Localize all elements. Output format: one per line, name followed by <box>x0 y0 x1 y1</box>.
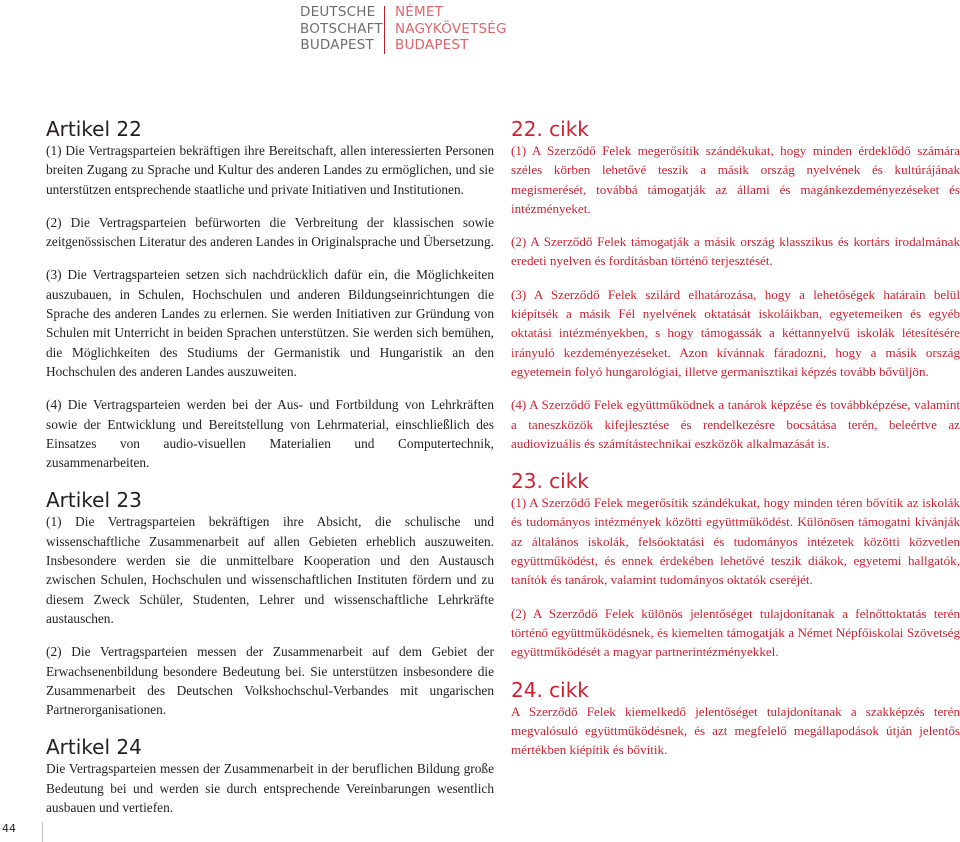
article-22-paragraph-4-hu: (4) A Szerződő Felek együttműködnek a tanárok képzése és továbbképzése, valamint a taneszközök kifejlesztése és rendelkezésre bocsátása terén, beleértve az audiovizuális és számítástechnikai eszközök alkalmazását is. <box>511 397 960 451</box>
article-22-paragraph-4-de: (4) Die Vertragsparteien werden bei der Aus- und Fortbildung von Lehrkräften sowie der Entwicklung und Bereitstellung von Lehrmaterial, einschließlich des Einsatzes von audio-visuellen Materialien und Computertechnik, zusammenarbeiten. <box>46 397 494 471</box>
article-22-paragraph-1-de: (1) Die Vertragsparteien bekräftigen ihre Bereitschaft, allen interessierten Personen breiten Zugang zu Sprache und Kultur des anderen Landes zu ermöglichen, und sie unterstützen entsprechende staatliche und private Initiativen und Institutionen. <box>46 143 494 197</box>
header-de-line: DEUTSCHE <box>300 4 376 20</box>
header-hu-line: NAGYKÖVETSÉG <box>395 20 507 37</box>
embassy-name-german <box>300 4 383 54</box>
hungarian-column <box>511 118 960 759</box>
article-22-paragraph-2-de: (2) Die Vertragsparteien befürworten die Verbreitung der klassischen sowie zeitgenössischen Literatur des anderen Landes in Originalsprache und Übersetzung. <box>46 214 494 250</box>
article-24-heading-de: Artikel 24 <box>46 735 142 760</box>
article-23-heading-hu: 23. cikk <box>511 469 589 494</box>
header-divider <box>384 6 385 54</box>
header-de-line: BOTSCHAFT <box>300 20 383 37</box>
article-22-heading-hu: 22. cikk <box>511 117 589 141</box>
header-hu-line: BUDAPEST <box>395 37 469 53</box>
article-24-paragraph-1-hu: A Szerződő Felek kiemelkedő jelentőséget tulajdonítanak a szakképzés terén megvalósuló együttműködésnek, és azt megfelelő megállapodások útján jelentős mértékben kiépítik és bővítik. <box>511 703 960 758</box>
embassy-header <box>300 4 560 54</box>
article-23-paragraph-1-de: (1) Die Vertragsparteien bekräftigen ihre Absicht, die schulische und wissenschaftliche Zusammenarbeit auf allen Gebieten erheblich auszuweiten. Insbesondere werden sie die unmittelbare Kooperation und den Austausch zwischen Schulen, Hochschulen und wissenschaftlichen Instituten fördern und zu diesem Zweck Schüler, Studenten, Lehrer und wissenschaftliche Lehrkräfte austauschen. <box>46 514 494 626</box>
header-hu-line: NÉMET <box>395 4 444 20</box>
header-de-line: BUDAPEST <box>300 37 374 53</box>
article-23-paragraph-2-de: (2) Die Vertragsparteien messen der Zusammenarbeit auf dem Gebiet der Erwachsenenbildung besondere Bedeutung bei. Sie unterstützen insbesondere die Zusammenarbeit des Deutschen Volkshochschul-Verbandes mit ungarischen Partnerorganisationen. <box>46 644 494 718</box>
article-24-heading-hu: 24. cikk <box>511 677 589 702</box>
article-22-paragraph-2-hu: (2) A Szerződő Felek támogatják a másik ország klasszikus és kortárs irodalmának eredeti nyelven és fordításban történő terjesztését. <box>511 234 960 269</box>
article-23-heading-de: Artikel 23 <box>46 488 142 513</box>
article-22-paragraph-3-hu: (3) A Szerződő Felek szilárd elhatározása, hogy a lehetőségek határain belül kiépítsék a másik Fél nyelvének oktatását iskoláikban, egyetemeiken és egyéb oktatási intézményekben, s hogy támogassák a kéttannyelvű iskolák létesítésére irányuló kezdeményezéseket. Azon kívánnak fáradozni, hogy a másik ország egyetemein folyó hungarológiai, illetve germanisztikai képzés tovább bővüljön. <box>511 286 960 379</box>
article-23-paragraph-1-hu: (1) A Szerződő Felek megerősítik szándékukat, hogy minden téren bővítik az iskolák és tudományos intézmények közötti együttműködést. Különösen támogatni kívánják az általános iskolák, felsőoktatási és tudományos intézetek közötti közvetlen együttműködést, és ennek érdekében lehetővé teszik diákok, egyetemi hallgatók, tanítók és tanárok, valamint tudományos oktatók cseréjét. <box>511 495 960 588</box>
article-24-paragraph-1-de: Die Vertragsparteien messen der Zusammenarbeit in der beruflichen Bildung große Bedeutung bei und werden sie durch entsprechende Vereinbarungen wesentlich ausbauen und vertiefen. <box>46 761 494 816</box>
article-22-paragraph-3-de: (3) Die Vertragsparteien setzen sich nachdrücklich dafür ein, die Möglichkeiten auszubauen, in Schulen, Hochschulen und anderen Bildungseinrichtungen die Sprache des anderen Landes zu erlernen. Sie werden Initiativen zur Gründung von Schulen mit Unterricht in beiden Sprachen unterstützen. Sie werden sich bemühen, die Möglichkeiten des Studiums der Germanistik und Hungaristik an den Hochschulen des anderen Landes auszuweiten. <box>46 267 494 379</box>
article-22-heading-de: Artikel 22 <box>46 117 142 141</box>
page-number: 44 <box>0 822 43 842</box>
embassy-name-hungarian <box>395 4 507 54</box>
article-23-paragraph-2-hu: (2) A Szerződő Felek különös jelentőséget tulajdonítanak a felnőttoktatás terén történő együttműködésnek, és kiemelten támogatják a Német Népfőiskolai Szövetség együttműködését a magyar partnerintézményekkel. <box>511 605 960 660</box>
article-22-paragraph-1-hu: (1) A Szerződő Felek megerősítik szándékukat, hogy minden érdeklődő számára széles körben lehetővé teszik a másik ország nyelvének és kultúrájának megismerését, továbbá támogatják az állami és magánkezdeményezéseket és intézményeket. <box>511 143 960 216</box>
german-column <box>46 118 494 817</box>
